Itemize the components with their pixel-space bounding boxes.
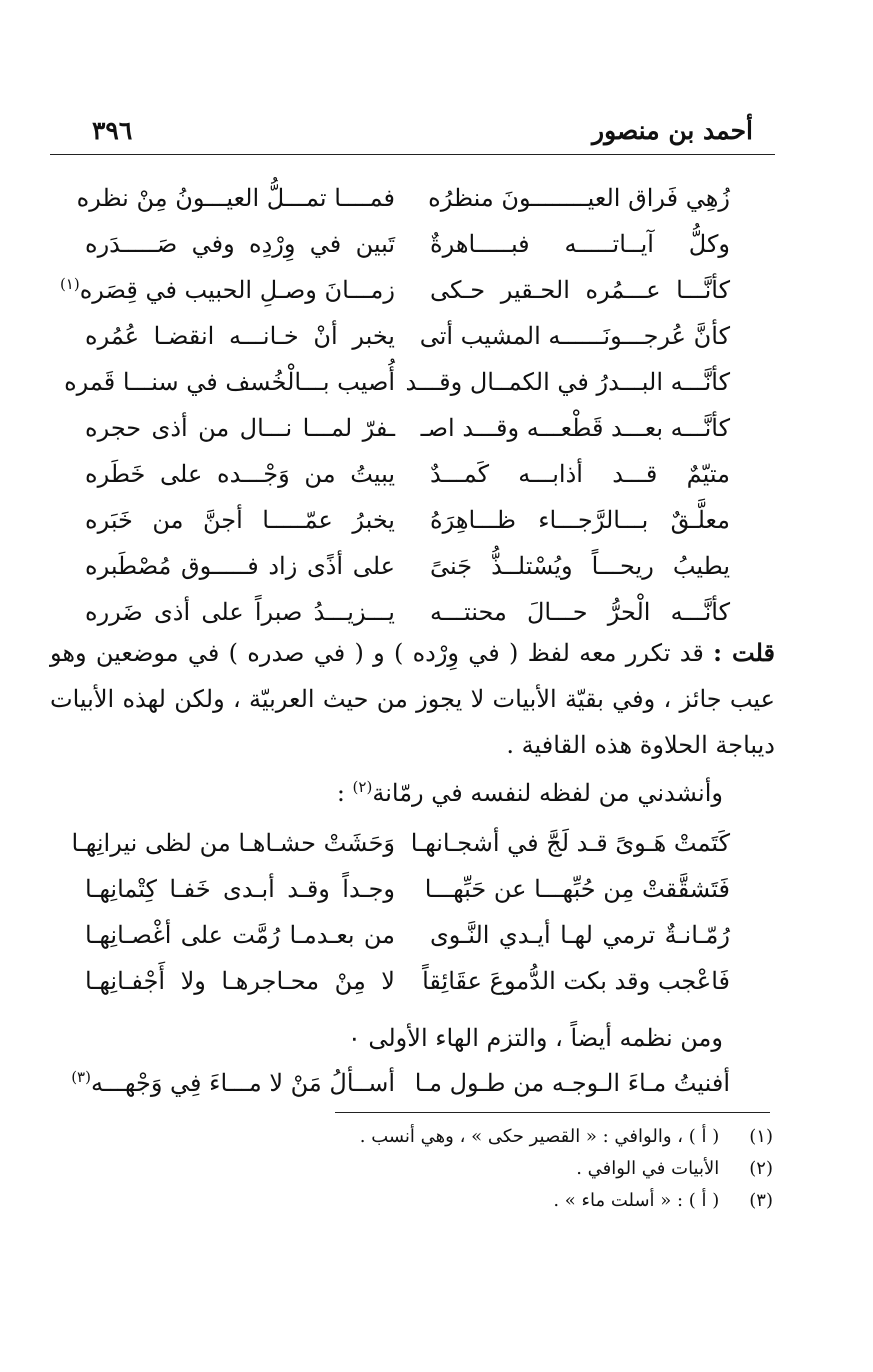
footnote bbox=[576, 1154, 773, 1184]
footnote-number: (٣) bbox=[749, 1190, 773, 1211]
verse-first-half: أفنيتُ مـاءَ الـوجـه من طـول مـا bbox=[414, 1069, 730, 1097]
verse-second-half: وجـداً وقـد أبـدى خَفـا كِتْمانِهـا bbox=[85, 875, 395, 903]
verse-first-half: كَتَمتْ هَـوىً قـد لَجَّ في أشجـانهـا bbox=[410, 829, 730, 857]
verse-second-half: يخبرُ عمّـــــا أجنَّ من خَبَره bbox=[85, 506, 395, 534]
verse-second-half: فمــــا تمـــلُّ العيـــونُ مِنْ نظره bbox=[76, 184, 395, 212]
verse-second-half: على أذًى زاد فـــــوق مُصْطَبره bbox=[85, 552, 395, 580]
verse-first-half: كأنَّـــه الْحرُّ حـــالَ محنتـــه bbox=[430, 598, 730, 626]
verse-second-half: أُصيب بـــالْخُسف في سنـــا قَمره bbox=[64, 368, 395, 396]
verse-first-half: كأنَّـــا عـــمُره الحـقير حـكى bbox=[430, 276, 730, 304]
verse-line bbox=[60, 405, 760, 451]
page-header bbox=[50, 112, 775, 155]
verse-text: زمـــانَ وصـلِ الحبيب في قِصَره bbox=[79, 276, 395, 304]
footnote-text: ( أ ) : « أسلت ماء » . bbox=[553, 1190, 720, 1211]
verse-line bbox=[60, 359, 760, 405]
intro-text: وأنشدني من لفظه لنفسه في رمّانة bbox=[372, 779, 723, 807]
page-number: ٣٩٦ bbox=[92, 116, 133, 145]
poem-intro bbox=[337, 770, 723, 816]
verse-line bbox=[60, 1060, 760, 1106]
verse-second-half: ـفرّ لمـــا نـــال من أذى حجره bbox=[85, 414, 395, 442]
verse-second-half: وَحَشَتْ حشـاهـا من لظى نيرانِهـا bbox=[71, 829, 395, 857]
verse-first-half: كأنَّ عُرجـــونَــــــه المشيب أتى bbox=[419, 322, 730, 350]
verse-second-half: من بعـدمـا رُمَّت على أغْصـانِهـا bbox=[85, 921, 395, 949]
intro-text: ومن نظمه أيضاً ، والتزم الهاء الأولى ٠ bbox=[347, 1024, 723, 1052]
verse-first-half: كأنَّـــه بعـــد قَطْعـــه وقـــد اصـ bbox=[420, 414, 730, 442]
running-head: أحمد بن منصور bbox=[592, 116, 753, 145]
footnote-text: ( أ ) ، والوافي : « القصير حكى » ، وهي أنسب . bbox=[359, 1126, 720, 1147]
footnote-number: (٢) bbox=[749, 1158, 773, 1179]
verse-line bbox=[60, 820, 760, 866]
footnote-ref-3: (٣) bbox=[71, 1068, 91, 1086]
footnote bbox=[360, 1122, 773, 1152]
footnote-text: الأبيات في الوافي . bbox=[576, 1158, 720, 1179]
verse-first-half: يطيبُ ريحـــاً ويُسْتلــذُّ جَنىً bbox=[430, 552, 730, 580]
verse-line bbox=[60, 912, 760, 958]
verse-first-half: وكلُّ آيــاتـــــه فبـــــاهرةٌ bbox=[430, 230, 730, 258]
verse-second-half: تَبين في وِرْدِه وفي صَـــــدَره bbox=[85, 230, 395, 258]
verse-second-half bbox=[71, 1060, 395, 1106]
verse-second-half: يخبر أنْ خـانـــه انقضـا عُمُره bbox=[85, 322, 395, 350]
editor-note bbox=[50, 630, 775, 768]
verse-first-half: فَاعْجب وقد بكت الدُّموعَ عقَائِقاً bbox=[422, 967, 730, 995]
verse-line bbox=[60, 543, 760, 589]
poem-intro bbox=[348, 1015, 723, 1061]
verse-second-half: يـــزيـــدُ صبراً على أذى ضَرره bbox=[85, 598, 395, 626]
verse-line bbox=[60, 267, 760, 313]
footnote-divider bbox=[335, 1112, 770, 1113]
verse-first-half: فَتَشقَّقتْ مِن حُبِّهـــا عن حَبِّهـــا bbox=[424, 875, 730, 903]
verse-line bbox=[60, 175, 760, 221]
verse-line bbox=[60, 313, 760, 359]
verse-first-half: رُمّـانـةٌ ترمي لهـا أيـدي النَّـوى bbox=[430, 921, 730, 949]
verse-second-half: يبيتُ من وَجْـــده على خَطَره bbox=[85, 460, 395, 488]
footnote-number: (١) bbox=[749, 1126, 773, 1147]
verse-first-half: زُهِي فَراق العيــــــــونَ منظرُه bbox=[428, 184, 730, 212]
verse-line bbox=[60, 451, 760, 497]
verse-second-half: لا مِنْ محـاجرهـا ولا أَجْفـانِهـا bbox=[85, 967, 395, 995]
footnote-ref-2: (٢) bbox=[352, 778, 373, 796]
note-text: قد تكرر معه لفظ ( في وِرْده ) و ( في صدره ) في موضعين وهو عيب جائز ، وفي بقيّة الأبيات لا يجوز من حيث العربيّة ، ولكن لهذه الأبيات ديباجة الحلاوة هذه القافية . bbox=[50, 639, 775, 759]
footnote bbox=[553, 1186, 773, 1216]
footnote-ref-1: (١) bbox=[59, 275, 80, 293]
verse-text: أســألُ مَنْ لا مـــاءَ فِي وَجْهـــه bbox=[90, 1069, 395, 1097]
note-label: قلت : bbox=[713, 638, 775, 667]
verse-line bbox=[60, 497, 760, 543]
intro-tail: : bbox=[336, 779, 353, 807]
verse-line bbox=[60, 958, 760, 1004]
verse-second-half bbox=[59, 267, 395, 313]
verse-line bbox=[60, 221, 760, 267]
verse-line bbox=[60, 589, 760, 635]
verse-first-half: معلَّـقٌ بـــالرَّجـــاء ظـــاهِرَهُ bbox=[430, 506, 730, 534]
verse-first-half: كأنَّـــه البـــدرُ في الكمــال وقـــد bbox=[405, 368, 730, 396]
verse-line bbox=[60, 866, 760, 912]
verse-first-half: متيّمٌ قـــد أذابـــه كَمـــدٌ bbox=[430, 460, 730, 488]
